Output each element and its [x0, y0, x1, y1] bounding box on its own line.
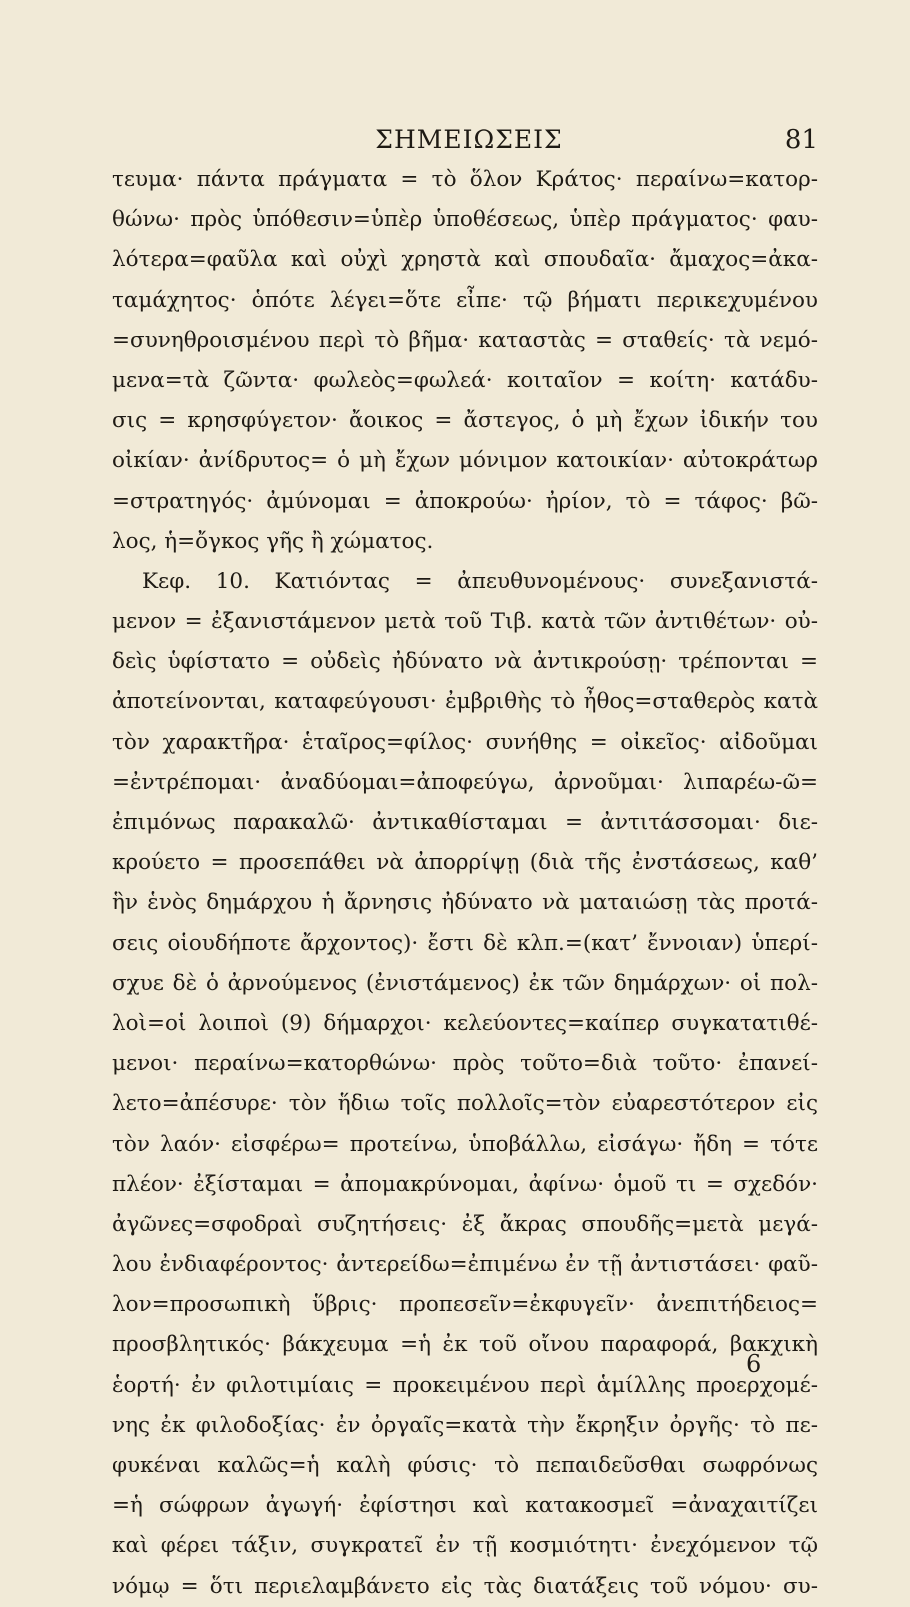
text-line: προσβλητικός· βάκχευμα =ἡ ἐκ τοῦ οἴνου παραφορά, βακχικὴ [112, 1332, 818, 1358]
text-line: λότερα=φαῦλα καὶ οὐχὶ χρηστὰ καὶ σπουδαῖα· ἄμαχος=ἀκα- [112, 247, 818, 273]
text-line: ἀγῶνες=σφοδραὶ συζητήσεις· ἐξ ἄκρας σπουδῆς=μετὰ μεγά- [112, 1211, 818, 1237]
text-line: θώνω· πρὸς ὑπόθεσιν=ὑπὲρ ὑποθέσεως, ὑπὲρ πράγματος· φαυ- [112, 207, 818, 233]
text-line: σις = κρησφύγετον· ἄοικος = ἄστεγος, ὁ μὴ ἔχων ἰδικήν του [112, 408, 818, 434]
text-line: λου ἐνδιαφέροντος· ἀντερείδω=ἐπιμένω ἐν τῇ ἀντιστάσει· φαῦ- [112, 1252, 818, 1278]
text-line: ἣν ἑνὸς δημάρχου ἡ ἄρνησις ἠδύνατο νὰ ματαιώσῃ τὰς προτά- [112, 890, 818, 916]
text-line: μενον = ἐξανιστάμενον μετὰ τοῦ Τιβ. κατὰ τῶν ἀντιθέτων· οὐ- [112, 609, 818, 635]
text-line: καὶ φέρει τάξιν, συγκρατεῖ ἐν τῇ κοσμιότητι· ἐνεχόμενον τῷ [112, 1533, 818, 1559]
text-line: μενοι· περαίνω=κατορθώνω· πρὸς τοῦτο=διὰ τοῦτο· ἐπανεί- [112, 1051, 818, 1077]
text-line: δεὶς ὑφίστατο = οὐδεὶς ἠδύνατο νὰ ἀντικρούσῃ· τρέπονται = [112, 649, 818, 675]
text-line: =στρατηγός· ἀμύνομαι = ἀποκρούω· ἠρίον, τὸ = τάφος· βῶ- [112, 488, 818, 514]
text-line: =συνηθροισμένου περὶ τὸ βῆμα· καταστὰς = σταθείς· τὰ νεμό- [112, 327, 818, 353]
text-line: ἀποτείνονται, καταφεύγουσι· ἐμβριθὴς τὸ ἦθος=σταθερὸς κατὰ [112, 689, 818, 715]
page-number: 81 [784, 125, 818, 155]
text-line: σεις οἱουδήποτε ἄρχοντος)· ἔστι δὲ κλπ.=(κατ’ ἔννοιαν) ὑπερί- [112, 930, 818, 956]
text-line: τευμα· πάντα πράγματα = τὸ ὅλον Κράτος· περαίνω=κατορ- [112, 167, 818, 192]
text-line: ἑορτή· ἐν φιλοτιμίαις = προκειμένου περὶ ἁμίλλης προερχομέ- [112, 1372, 818, 1398]
text-line: ἐπιμόνως παρακαλῶ· ἀντικαθίσταμαι = ἀντιτάσσομαι· διε- [112, 810, 818, 835]
text-line: κρούετο = προσεπάθει νὰ ἀπορρίψῃ (διὰ τῆς ἐνστάσεως, καθ’ [112, 850, 818, 876]
text-line: =ἐντρέπομαι· ἀναδύομαι=ἀποφεύγω, ἀρνοῦμαι· λιπαρέω-ῶ= [112, 769, 818, 795]
text-line: λοὶ=οἱ λοιποὶ (9) δήμαρχοι· κελεύοντες=καίπερ συγκατατιθέ- [112, 1010, 818, 1036]
text-line: λος, ἡ=ὄγκος γῆς ἢ χώματος. [112, 528, 434, 554]
text-line: τὸν χαρακτῆρα· ἑταῖρος=φίλος· συνήθης = οἰκεῖος· αἰδοῦμαι [112, 729, 818, 755]
text-line: πλέον· ἐξίσταμαι = ἀπομακρύνομαι, ἀφίνω· ὁμοῦ τι = σχεδόν· [112, 1171, 818, 1197]
text-line: μενα=τὰ ζῶντα· φωλεὸς=φωλεά· κοιταῖον = κοίτη· κατάδυ- [112, 367, 818, 393]
text-line: φυκέναι καλῶς=ἡ καλὴ φύσις· τὸ πεπαιδεῦσθαι σωφρόνως [112, 1453, 818, 1478]
chapter-heading-line: Κεφ. 10. Κατιόντας = ἀπευθυνομένους· συνεξανιστά- [142, 568, 818, 594]
text-line: ταμάχητος· ὁπότε λέγει=ὅτε εἶπε· τῷ βήματι περικεχυμένου [112, 287, 818, 313]
text-line: τὸν λαόν· εἰσφέρω= προτείνω, ὑποβάλλω, εἰσάγω· ἤδη = τότε [112, 1131, 818, 1157]
text-line: νης ἐκ φιλοδοξίας· ἐν ὀργαῖς=κατὰ τὴν ἔκρηξιν ὀργῆς· τὸ πε- [112, 1412, 818, 1438]
notes-text [112, 160, 818, 1607]
page-title: ΣΗΜΕΙΩΣΕΙΣ [375, 125, 563, 154]
running-head [120, 125, 818, 161]
text-line: σχυε δὲ ὁ ἀρνούμενος (ἐνιστάμενος) ἐκ τῶν δημάρχων· οἱ πολ- [112, 970, 818, 996]
signature-mark: 6 [746, 1350, 762, 1378]
text-line: =ἡ σώφρων ἀγωγή· ἐφίστησι καὶ κατακοσμεῖ =ἀναχαιτίζει [112, 1493, 818, 1519]
text-line: νόμῳ = ὅτι περιελαμβάνετο εἰς τὰς διατάξεις τοῦ νόμου· συ- [112, 1573, 818, 1599]
text-line: λον=προσωπικὴ ὕβρις· προπεσεῖν=ἐκφυγεῖν· ἀνεπιτήδειος= [112, 1292, 818, 1318]
text-line: λετο=ἀπέσυρε· τὸν ἥδιω τοῖς πολλοῖς=τὸν εὐαρεστότερον εἰς [112, 1091, 818, 1117]
text-line: οἰκίαν· ἀνίδρυτος= ὁ μὴ ἔχων μόνιμον κατοικίαν· αὐτοκράτωρ [112, 448, 818, 474]
